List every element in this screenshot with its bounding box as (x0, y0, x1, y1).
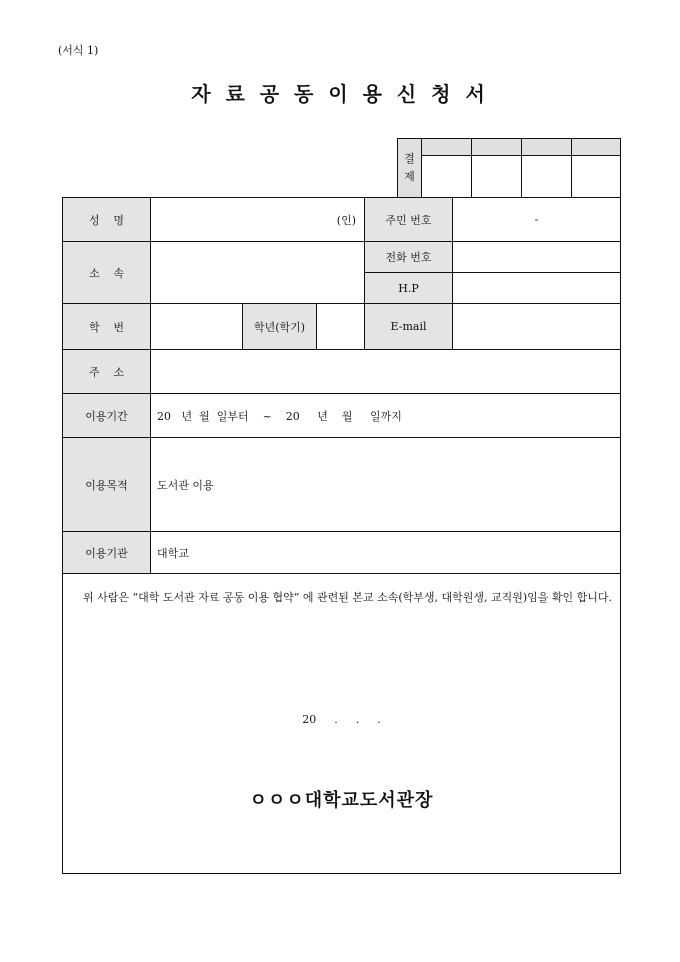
student-id-label: 학 번 (63, 304, 151, 350)
date-dot: . (334, 713, 338, 726)
grade-label: 학년(학기) (243, 304, 317, 350)
date-year: 20 (302, 713, 317, 726)
date-dot: . (355, 713, 360, 726)
approval-label-2: 제 (404, 170, 415, 183)
purpose-label: 이용목적 (63, 438, 151, 532)
date-dot: . (377, 713, 381, 726)
phone-field[interactable] (453, 242, 621, 273)
form-number-label: (서식 1) (58, 44, 99, 57)
approval-sign-cell[interactable] (422, 156, 472, 198)
hp-field[interactable] (453, 273, 621, 304)
application-form-table (62, 197, 621, 874)
affiliation-field[interactable] (151, 242, 365, 304)
purpose-field[interactable]: 도서관 이용 (151, 438, 621, 532)
institution-label: 이용기관 (63, 532, 151, 574)
approval-header-cell (472, 139, 522, 156)
grade-field[interactable] (317, 304, 365, 350)
library-director-signature: ㅇㅇㅇ대학교도서관장 (249, 790, 434, 811)
approval-sign-cell[interactable] (572, 156, 621, 198)
period-label: 이용기간 (63, 394, 151, 438)
email-label: E-mail (365, 304, 453, 350)
institution-field[interactable]: 대학교 (151, 532, 621, 574)
approval-header-cell (422, 139, 472, 156)
confirmation-text: 위 사람은 “대학 도서관 자료 공동 이용 협약” 에 관련된 본교 소속(학부생, 대학원생, 교직원)임을 확인 합니다. (83, 591, 613, 604)
address-label: 주 소 (63, 350, 151, 394)
date-line[interactable] (63, 713, 620, 726)
name-label: 성 명 (63, 198, 151, 242)
approval-box (397, 138, 621, 198)
approval-label-1: 결 (404, 152, 415, 165)
page-title: 자 료 공 동 이 용 신 청 서 (191, 82, 489, 106)
resident-id-field[interactable]: - (453, 198, 621, 242)
hp-label: H.P (365, 273, 453, 304)
approval-header-cell (572, 139, 621, 156)
approval-label (398, 139, 422, 198)
name-field[interactable] (151, 198, 365, 242)
student-id-field[interactable] (151, 304, 243, 350)
period-field[interactable]: 20 년 월 일부터 ~ 20 년 월 일까지 (151, 394, 621, 438)
resident-id-label: 주민 번호 (365, 198, 453, 242)
address-field[interactable] (151, 350, 621, 394)
seal-mark: (인) (336, 213, 356, 227)
approval-sign-cell[interactable] (522, 156, 572, 198)
approval-sign-cell[interactable] (472, 156, 522, 198)
confirmation-section (63, 574, 621, 874)
email-field[interactable] (453, 304, 621, 350)
affiliation-label: 소 속 (63, 242, 151, 304)
approval-header-cell (522, 139, 572, 156)
phone-label: 전화 번호 (365, 242, 453, 273)
